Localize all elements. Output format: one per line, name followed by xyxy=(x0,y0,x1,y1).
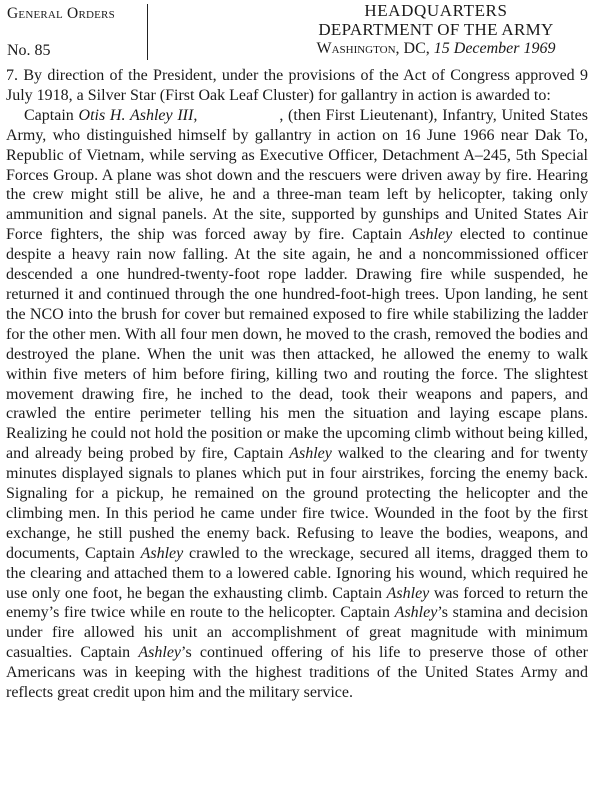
surname-4: Ashley xyxy=(386,584,430,602)
issue-date: 15 December 1969 xyxy=(433,40,556,57)
place: Washington, DC, xyxy=(316,40,430,57)
citation-text-3: walked to the clearing and for twenty minutes displayed signals to planes which put in four airstrikes, forcing the enemy back. Signaling for a pickup, he remained on the ground protecting the helicopter and the climbing men. In this period he came under fire twice. Wounded in the foot by the first exchange, he still pushed the enemy back. Refusing to leave the bodies, weapons, and documents, Captain xyxy=(6,445,589,562)
citation-text-1: Infantry, United States Army, who distinguished himself by gallantry in action on 16 June 1966 near Dak To, Republic of Vietnam, while serving as Executive Officer, Detachment A–245, 5th Special Forces Group. A plane was shot down and the rescuers were driven away by fire. Hearing the crew might still be alive, he and a three-man team left by helicopter, taking only ammunition and signal panels. At the site, supported by gunships and United States Air Force fighters, the ship was forced away by fire. Captain xyxy=(6,106,588,244)
citation-paragraph xyxy=(6,106,588,703)
order-body xyxy=(6,66,588,703)
surname-2: Ashley xyxy=(289,445,332,463)
surname-1: Ashley xyxy=(409,226,453,244)
section-number: 7. xyxy=(6,67,18,84)
place-date-line xyxy=(290,39,582,58)
citation-text-6: stamina and decision under fire allowed his unit an accomplishment of great magnitude with minimum casualties. Captain xyxy=(6,604,589,662)
citation-text-4: crawled to the wreckage, secured all items, dragged them to the clearing and attached them to a lowered cable. Ignoring his wound, which required he use only one foot, he began the exhausting climb. Captain xyxy=(6,544,589,602)
awardee-name: Otis H. Ashley III, xyxy=(78,106,198,124)
surname-5: Ashley xyxy=(394,604,438,622)
section-intro xyxy=(6,66,588,106)
possessive-2: ’s xyxy=(181,644,192,662)
surname-6: Ashley xyxy=(138,644,182,662)
order-number: No. 85 xyxy=(7,42,51,59)
department-line: DEPARTMENT OF THE ARMY xyxy=(318,20,554,39)
citation-text-7: continued offering of his life to preserve those of other Americans was in keeping with the highest traditions of the United States Army and reflects great credit upon him and the military service. xyxy=(6,644,588,702)
general-orders-title: General Orders xyxy=(7,5,115,22)
order-designation xyxy=(7,4,145,60)
citation-text-2: elected to continue despite a heavy rain now falling. At the site again, he and a noncommissioned officer descended a one hundred-twenty-foot rope ladder. Drawing fire while suspended, he returned it and continued through the one hundred-foot-high trees. Upon landing, he sent the NCO into the brush for cover but remained exposed to fire while stabilizing the ladder for the other men. With all four men down, he moved to the crash, removed the bodies and destroyed the plane. When the unit was then attacked, he allowed the enemy to walk within five meters of him before firing, killing two and routing the force. The slightest movement drawing fire, he inched to the dead, took their weapons and papers, and crawled the entire perimeter telling his men the situation and laying escape plans. Realizing he could not hold the position or make the upcoming climb without being killed, and already being probed by fire, Captain xyxy=(6,226,589,463)
header-divider xyxy=(147,4,148,60)
surname-3: Ashley xyxy=(140,544,184,562)
headquarters-line: HEADQUARTERS xyxy=(364,1,508,20)
awardee-rank: Captain xyxy=(24,106,74,124)
possessive-1: ’s xyxy=(437,604,448,622)
citation-text-5: was forced to return the enemy’s fire twice while en route to the helicopter. Captain xyxy=(6,584,589,622)
issuing-headquarters xyxy=(290,2,582,58)
intro-text: By direction of the President, under the provisions of the Act of Congress approved 9 July 1918, a Silver Star (First Oak Leaf Cluster) for gallantry in action is awarded to: xyxy=(6,67,588,104)
awardee-rank-then: , (then First Lieutenant), xyxy=(279,106,438,124)
